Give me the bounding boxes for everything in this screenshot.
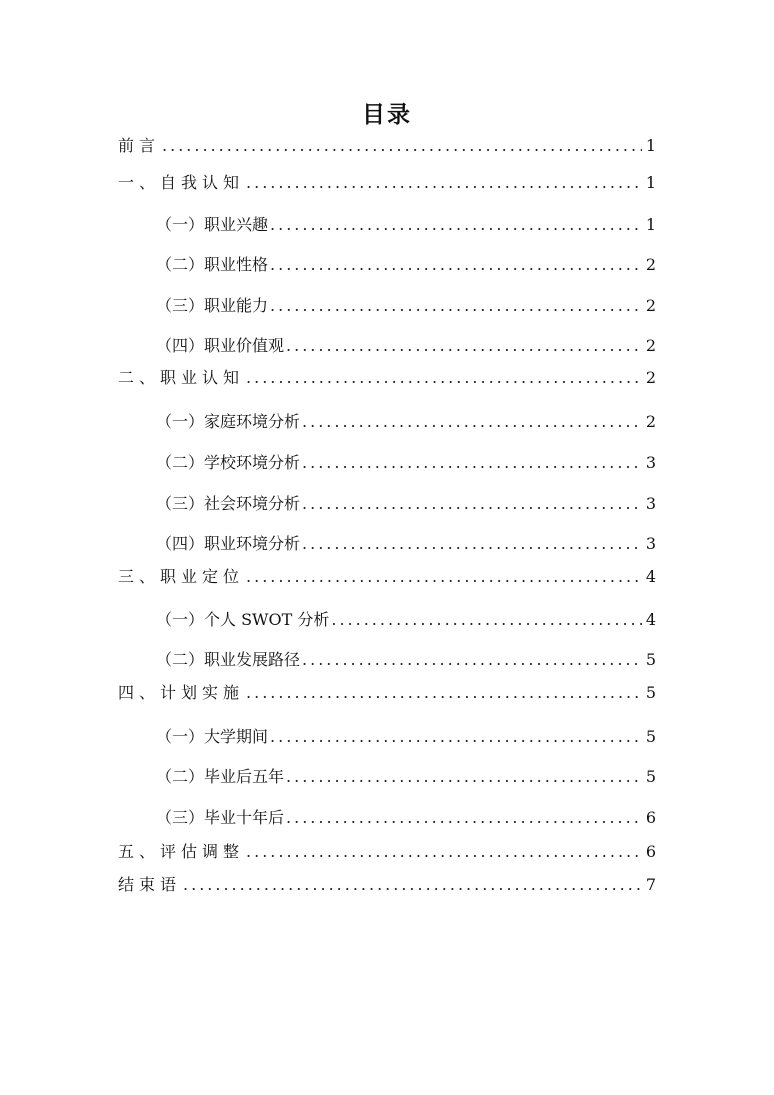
toc-entry[interactable] — [156, 725, 656, 749]
toc-page-number: 5 — [645, 650, 656, 669]
toc-page-number: 3 — [645, 494, 656, 513]
toc-entry[interactable] — [156, 532, 656, 556]
toc-entry[interactable] — [156, 451, 656, 475]
dot-leader — [246, 681, 642, 705]
toc-page-number: 2 — [645, 255, 656, 274]
dot-leader — [270, 253, 642, 277]
toc-entry-label: （一）家庭环境分析 — [156, 412, 301, 431]
dot-leader — [302, 492, 642, 516]
toc-entry-label: （二）职业发展路径 — [156, 650, 301, 669]
dot-leader — [302, 532, 642, 556]
toc-entry-label: （三）毕业十年后 — [156, 808, 285, 827]
toc-entry-label: 五、评估调整 — [118, 842, 245, 861]
toc-entry-label: 结束语 — [118, 875, 182, 894]
toc-entry[interactable] — [156, 806, 656, 830]
toc-entry[interactable] — [118, 366, 656, 390]
toc-entry-label: （三）社会环境分析 — [156, 494, 301, 513]
toc-entry-label: 一、自我认知 — [118, 173, 245, 192]
toc-entry-label: 四、计划实施 — [118, 683, 245, 702]
toc-entry[interactable] — [156, 294, 656, 318]
dot-leader — [246, 366, 642, 390]
toc-page-number: 1 — [645, 173, 656, 192]
toc-entry[interactable] — [118, 171, 656, 195]
dot-leader — [302, 410, 642, 434]
dot-leader — [246, 840, 642, 864]
toc-entry-label: （二）职业性格 — [156, 255, 269, 274]
toc-entry-label: （三）职业能力 — [156, 296, 269, 315]
dot-leader — [246, 171, 642, 195]
toc-page-number: 4 — [645, 610, 656, 629]
toc-page-number: 3 — [645, 453, 656, 472]
toc-entry[interactable] — [118, 873, 656, 897]
toc-page-number: 2 — [645, 336, 656, 355]
toc-entry-label: 前言 — [118, 136, 161, 155]
toc-entry-label: （四）职业环境分析 — [156, 534, 301, 553]
dot-leader — [302, 648, 642, 672]
toc-page-number: 5 — [645, 683, 656, 702]
toc-page-number: 5 — [645, 767, 656, 786]
dot-leader — [286, 765, 642, 789]
dot-leader — [302, 451, 642, 475]
dot-leader — [270, 213, 642, 237]
toc-entry-label: （一）职业兴趣 — [156, 215, 269, 234]
toc-page-number: 1 — [645, 215, 656, 234]
dot-leader — [246, 565, 642, 589]
dot-leader — [331, 608, 641, 632]
toc-page-number: 3 — [645, 534, 656, 553]
dot-leader — [183, 873, 642, 897]
toc-page-number: 2 — [645, 296, 656, 315]
toc-entry-label: （二）学校环境分析 — [156, 453, 301, 472]
toc-entry[interactable] — [118, 681, 656, 705]
toc-entry[interactable] — [118, 840, 656, 864]
toc-page-number: 6 — [645, 808, 656, 827]
toc-entry[interactable] — [156, 334, 656, 358]
toc-entry[interactable] — [156, 492, 656, 516]
dot-leader — [270, 294, 642, 318]
toc-title: 目录 — [362, 101, 412, 128]
toc-page-number: 1 — [645, 136, 656, 155]
toc-entry[interactable] — [118, 565, 656, 589]
toc-entry-label: （四）职业价值观 — [156, 336, 285, 355]
toc-entry-label: 二、职业认知 — [118, 368, 245, 387]
toc-page-number: 4 — [645, 567, 656, 586]
toc-page-number: 2 — [645, 412, 656, 431]
toc-entry-label: （一）个人 SWOT 分析 — [156, 610, 330, 629]
toc-entry-label: （一）大学期间 — [156, 727, 269, 746]
toc-page-number: 6 — [645, 842, 656, 861]
toc-entry-label: （二）毕业后五年 — [156, 767, 285, 786]
toc-entry[interactable] — [156, 648, 656, 672]
toc-entry[interactable] — [156, 253, 656, 277]
dot-leader — [286, 334, 642, 358]
toc-entry[interactable] — [156, 608, 656, 632]
toc-entry[interactable] — [156, 765, 656, 789]
dot-leader — [162, 134, 642, 158]
dot-leader — [270, 725, 642, 749]
dot-leader — [286, 806, 642, 830]
toc-entry-label: 三、职业定位 — [118, 567, 245, 586]
toc-page-number: 2 — [645, 368, 656, 387]
toc-page-number: 5 — [645, 727, 656, 746]
toc-entry[interactable] — [118, 134, 656, 158]
toc-page-number: 7 — [645, 875, 656, 894]
toc-entry[interactable] — [156, 213, 656, 237]
toc-entry[interactable] — [156, 410, 656, 434]
